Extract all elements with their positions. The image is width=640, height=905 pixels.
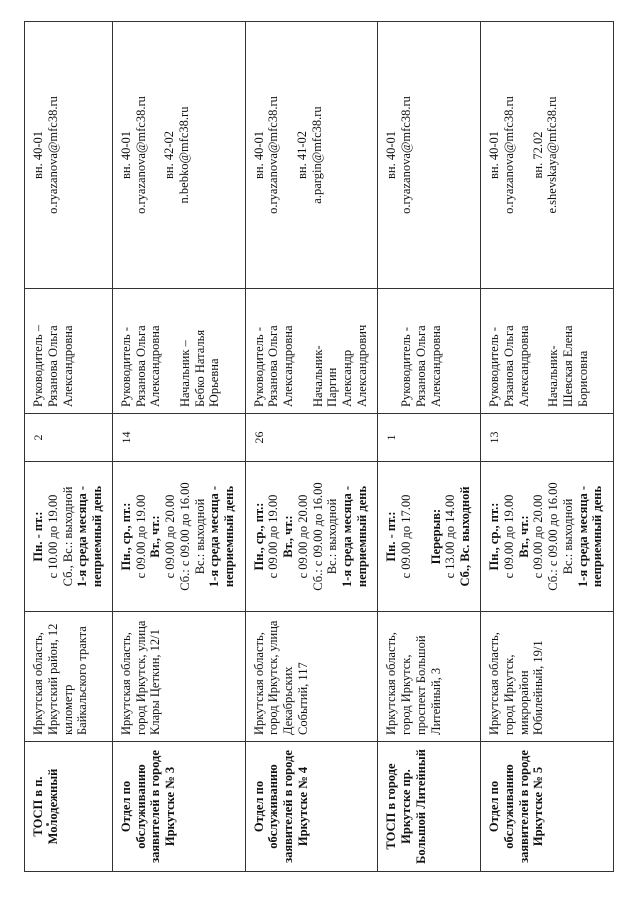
office-contacts-cell <box>112 22 245 289</box>
head-line: Начальник- <box>546 345 561 407</box>
windows-count-cell: 2 <box>25 414 113 462</box>
schedule-line: Перерыв: <box>428 508 443 565</box>
head-line: Александровна <box>148 325 163 407</box>
windows-count-cell: 1 <box>378 414 481 462</box>
schedule-line: неприемный день <box>90 485 104 588</box>
contact-email: o.ryazanova@mfc38.ru <box>133 96 148 214</box>
schedule-line: неприемный день <box>590 485 605 588</box>
contact-extension: вн. 40-01 <box>487 131 502 180</box>
contact-email: o.ryazanova@mfc38.ru <box>399 96 414 214</box>
head-line: Александровна <box>281 325 296 407</box>
head-line: Бебко Наталья <box>192 329 207 407</box>
schedule-line: с 09.00 до 20.00 <box>531 494 546 579</box>
schedule-line: 1-я среда месяца - <box>575 485 590 588</box>
schedule-line: Вс.: выходной <box>192 498 207 575</box>
head-line: Александровна <box>428 325 443 407</box>
office-head-cell <box>25 289 113 414</box>
table-row <box>245 22 378 872</box>
schedule-line: с 09.00 до 20.00 <box>295 494 310 579</box>
office-address-cell: Иркутская область, город Иркутск, микрорайон Юбилейный, 19/1 <box>481 612 614 742</box>
offices-table <box>24 21 614 872</box>
contact-extension: вн. 40-01 <box>384 131 399 180</box>
office-address-cell: Иркутская область, город Иркутск, улица Декабрьских Событий, 117 <box>245 612 378 742</box>
office-contacts-cell <box>481 22 614 289</box>
contact-extension: вн. 40-01 <box>251 131 266 180</box>
head-line: Александровна <box>516 325 531 407</box>
schedule-line: с 09.00 до 17.00 <box>399 494 414 579</box>
contact-extension: вн. 72.02 <box>530 131 545 179</box>
head-line: Руководитель – <box>31 325 45 407</box>
offices-table-body <box>25 22 614 872</box>
head-line: Александровна <box>60 325 75 407</box>
table-row <box>481 22 614 872</box>
office-head-cell <box>481 289 614 414</box>
schedule-line: Сб.: с 09.00 до 16.00 <box>546 482 561 591</box>
head-line: Шевская Елена <box>560 325 575 407</box>
schedule-line: 1-я среда месяца - <box>340 485 355 588</box>
head-line: Паргин <box>325 367 340 407</box>
schedule-line: Пн. - пт.: <box>384 511 399 562</box>
schedule-line: Сб., Вс. выходной <box>458 486 473 587</box>
schedule-line: 1-я среда месяца - <box>75 485 90 588</box>
office-head-cell <box>112 289 245 414</box>
schedule-line: с 09.00 до 19.00 <box>266 494 281 579</box>
windows-count-cell: 13 <box>481 414 614 462</box>
schedule-line: Сб.: с 09.00 до 16.00 <box>177 482 192 591</box>
contact-extension: вн. 40-01 <box>118 131 133 180</box>
head-line: Борисовна <box>575 350 590 407</box>
office-name-cell: Отдел по обслуживанию заявителей в городе Иркутске № 4 <box>245 742 378 872</box>
office-name-cell: Отдел по обслуживанию заявителей в городе Иркутске № 5 <box>481 742 614 872</box>
schedule-line: с 09.00 до 20.00 <box>163 494 178 579</box>
schedule-line: Вс.: выходной <box>325 498 340 575</box>
office-head-cell <box>245 289 378 414</box>
schedule-line: с 09.00 до 19.00 <box>133 494 148 579</box>
office-name-cell: Отдел по обслуживанию заявителей в городе Иркутске № 3 <box>112 742 245 872</box>
head-line: Рязанова Ольга <box>413 325 428 407</box>
schedule-line: Вт., чт.: <box>148 515 163 558</box>
schedule-line: Вт., чт.: <box>516 515 531 558</box>
contact-email: o.ryazanova@mfc38.ru <box>501 96 516 214</box>
office-name-cell: ТОСП в п. Молодежный <box>25 742 113 872</box>
office-contacts-cell <box>378 22 481 289</box>
schedule-line: Пн., ср., пт.: <box>118 502 133 571</box>
head-line: Руководитель - <box>251 327 266 407</box>
office-schedule-cell <box>245 462 378 612</box>
schedule-line: 1-я среда месяца - <box>207 485 222 588</box>
head-line <box>296 295 311 407</box>
schedule-line: Вс.: выходной <box>560 498 575 575</box>
office-address-cell: Иркутская область, город Иркутск, улица Клары Цеткин, 12/1 <box>112 612 245 742</box>
contact-spacer <box>281 28 295 282</box>
schedule-line: Пн. - пт.: <box>31 511 45 562</box>
head-line: Рязанова Ольга <box>501 325 516 407</box>
head-line: Юрьевна <box>207 358 222 407</box>
schedule-line: Пн., ср., пт.: <box>251 502 266 571</box>
windows-count-cell: 14 <box>112 414 245 462</box>
schedule-line <box>414 468 429 605</box>
office-schedule-cell <box>25 462 113 612</box>
office-contacts-cell <box>245 22 378 289</box>
contact-spacer <box>517 28 531 282</box>
contact-email: e.shevskaya@mfc38.ru <box>545 96 560 214</box>
head-line <box>531 295 546 407</box>
contact-email: o.ryazanova@mfc38.ru <box>266 96 281 214</box>
contact-extension: вн. 41-02 <box>295 131 310 180</box>
contact-email: o.ryazanova@mfc38.ru <box>45 96 60 214</box>
schedule-line: с 10.00 до 19.00 <box>45 494 60 579</box>
contact-spacer <box>148 28 162 282</box>
office-head-cell <box>378 289 481 414</box>
schedule-line: с 13.00 до 14.00 <box>443 494 458 579</box>
schedule-line: неприемный день <box>354 485 369 588</box>
head-line: Александр <box>340 349 355 407</box>
head-line: Рязанова Ольга <box>133 325 148 407</box>
office-schedule-cell <box>378 462 481 612</box>
schedule-line: Вт., чт.: <box>281 515 296 558</box>
office-address-cell: Иркутская область, город Иркутск, проспект Большой Литейный, 3 <box>378 612 481 742</box>
schedule-line: Сб., Вс.: выходной <box>60 486 75 587</box>
head-line: Начальник – <box>177 340 192 407</box>
table-row <box>112 22 245 872</box>
rotated-table-container <box>24 22 614 872</box>
office-contacts-cell <box>25 22 113 289</box>
head-line: Начальник- <box>310 345 325 407</box>
head-line: Александрович <box>354 324 369 407</box>
office-address-cell: Иркутская область, Иркутский район, 12 километр Байкальского тракта <box>25 612 113 742</box>
contact-email: a.pargin@mfc38.ru <box>309 106 324 204</box>
table-row <box>25 22 113 872</box>
head-line <box>384 295 399 407</box>
windows-count-cell: 26 <box>245 414 378 462</box>
schedule-line: неприемный день <box>222 485 237 588</box>
office-name-cell: ТОСП в городе Иркутске пр. Большой Литейный <box>378 742 481 872</box>
office-schedule-cell <box>481 462 614 612</box>
table-row <box>378 22 481 872</box>
head-line: Руководитель - <box>118 327 133 407</box>
contact-email: n.bebko@mfc38.ru <box>177 106 192 204</box>
contact-extension: вн. 42-02 <box>162 131 177 180</box>
head-line: Руководитель - <box>487 327 502 407</box>
schedule-line: Пн., ср., пт.: <box>487 502 502 571</box>
office-schedule-cell <box>112 462 245 612</box>
schedule-line: с 09.00 до 19.00 <box>501 494 516 579</box>
schedule-line: Сб.: с 09.00 до 16.00 <box>310 482 325 591</box>
head-line: Рязанова Ольга <box>266 325 281 407</box>
head-line: Рязанова Ольга <box>45 325 60 407</box>
head-line <box>163 295 178 407</box>
contact-extension: вн. 40-01 <box>31 131 45 180</box>
head-line: Руководитель - <box>399 327 414 407</box>
